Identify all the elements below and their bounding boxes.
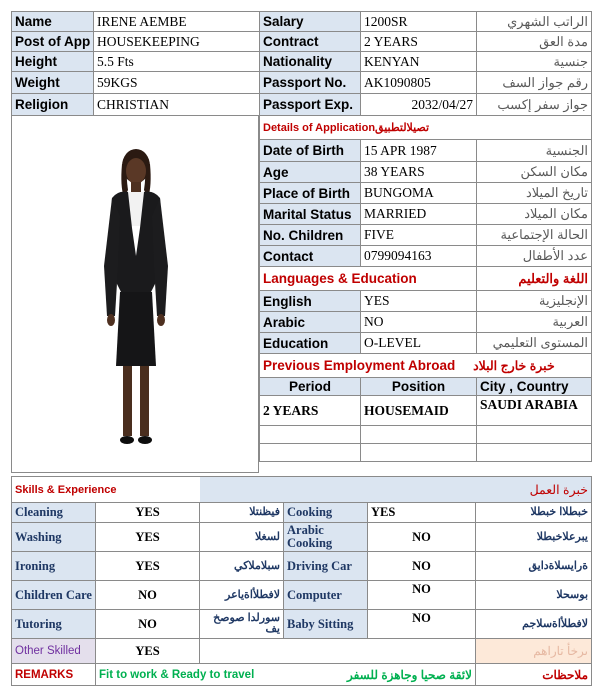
- passport-exp-label: Passport Exp.: [260, 94, 361, 116]
- passport-value: AK1090805: [361, 72, 477, 94]
- country-column-header: City , Country: [477, 378, 592, 396]
- period-cell: 2 YEARS: [260, 396, 361, 426]
- table-row: [260, 396, 592, 426]
- period-cell: [260, 426, 361, 444]
- computer-value: NO: [368, 581, 476, 610]
- post-value: HOUSEKEEPING: [94, 32, 260, 52]
- computer-label-ar: بوسحلا: [476, 581, 592, 610]
- marital-label: Marital Status: [260, 204, 361, 225]
- weight-value: 59KGS: [94, 72, 260, 94]
- children-label-ar: الحالة الإجتماعية: [477, 225, 592, 246]
- education-label-ar: المستوى التعليمي: [477, 333, 592, 354]
- birthplace-label-ar: تاريخ الميلاد: [477, 183, 592, 204]
- children-value: FIVE: [361, 225, 477, 246]
- tutoring-value: NO: [96, 610, 200, 639]
- nationality-label-ar: جنسية: [477, 52, 592, 72]
- salary-value: 1200SR: [361, 12, 477, 32]
- cleaning-value: YES: [96, 503, 200, 523]
- passport-exp-label-ar: جواز سفر إكسب: [477, 94, 592, 116]
- remarks-value-ar: لائقة صحيا وجاهزة للسفر: [284, 664, 476, 686]
- position-cell: [361, 444, 477, 462]
- cleaning-label-ar: فيظنتلا: [200, 503, 284, 523]
- driving-value: NO: [368, 552, 476, 581]
- period-cell: [260, 444, 361, 462]
- marital-label-ar: مكان الميلاد: [477, 204, 592, 225]
- ironing-label: Ironing: [12, 552, 96, 581]
- table-row: [12, 610, 592, 639]
- tutoring-label: Tutoring: [12, 610, 96, 639]
- height-label: Height: [12, 52, 94, 72]
- table-row: [12, 503, 592, 523]
- cooking-label-ar: خبطلاا خبطلا: [476, 503, 592, 523]
- country-cell: [477, 444, 592, 462]
- remarks-value: Fit to work & Ready to travel: [96, 664, 284, 686]
- previous-section-title: Previous Employment Abroad: [263, 358, 456, 373]
- computer-label: Computer: [284, 581, 368, 610]
- other-skilled-blank: [200, 639, 476, 664]
- baby-sitting-label: Baby Sitting: [284, 610, 368, 639]
- education-label: Education: [260, 333, 361, 354]
- arabic-cooking-value: NO: [368, 523, 476, 552]
- application-section-title: Details of Application: [263, 122, 376, 134]
- dob-label-ar: الجنسية: [477, 140, 592, 162]
- languages-section-title-ar: اللغة والتعليم: [477, 267, 592, 291]
- english-label-ar: الإنجليزية: [477, 291, 592, 312]
- skills-section-title: Skills & Experience: [12, 477, 200, 503]
- driving-label-ar: ةرايسلاةدايق: [476, 552, 592, 581]
- table-row: [260, 444, 592, 462]
- contract-label-ar: مدة العق: [477, 32, 592, 52]
- name-label: Name: [12, 12, 94, 32]
- other-skilled-label-ar: ىرخأ تاراهم: [476, 639, 592, 664]
- arabic-label-ar: العربية: [477, 312, 592, 333]
- religion-value: CHRISTIAN: [94, 94, 260, 116]
- passport-exp-value: 2032/04/27: [361, 94, 477, 116]
- weight-label: Weight: [12, 72, 94, 94]
- washing-label: Washing: [12, 523, 96, 552]
- ironing-label-ar: سبلاملاكي: [200, 552, 284, 581]
- salary-label: Salary: [260, 12, 361, 32]
- application-section-title-ar: تصيلالتطبيق: [375, 122, 430, 134]
- age-label: Age: [260, 162, 361, 183]
- passport-label-ar: رقم جواز السف: [477, 72, 592, 94]
- cooking-value: YES: [368, 503, 476, 523]
- skills-table: [11, 476, 592, 686]
- application-section-header: [260, 116, 592, 140]
- arabic-label: Arabic: [260, 312, 361, 333]
- name-value: IRENE AEMBE: [94, 12, 260, 32]
- english-label: English: [260, 291, 361, 312]
- languages-section-title: Languages & Education: [260, 267, 477, 291]
- english-value: YES: [361, 291, 477, 312]
- period-column-header: Period: [260, 378, 361, 396]
- cooking-label: Cooking: [284, 503, 368, 523]
- applicant-photo: [12, 116, 260, 474]
- age-label-ar: مكان السكن: [477, 162, 592, 183]
- table-row: [12, 552, 592, 581]
- country-cell: [477, 426, 592, 444]
- position-cell: [361, 426, 477, 444]
- age-value: 38 YEARS: [361, 162, 477, 183]
- arabic-cooking-label: Arabic Cooking: [284, 523, 368, 552]
- dob-value: 15 APR 1987: [361, 140, 477, 162]
- tutoring-label-ar: سورلدا صوصخ يف: [200, 610, 284, 639]
- children-care-label-ar: لافطلأاةياعر: [200, 581, 284, 610]
- other-skilled-label: Other Skilled: [12, 639, 96, 664]
- applicant-photo-frame: [11, 115, 259, 473]
- baby-sitting-value: NO: [368, 610, 476, 639]
- nationality-value: KENYAN: [361, 52, 477, 72]
- skills-section-title-ar: خبرة العمل: [200, 477, 592, 503]
- ironing-value: YES: [96, 552, 200, 581]
- remarks-label-ar: ملاحظات: [476, 664, 592, 686]
- salary-label-ar: الراتب الشهري: [477, 12, 592, 32]
- cleaning-label: Cleaning: [12, 503, 96, 523]
- baby-sitting-label-ar: لافطلأاةسلاجم: [476, 610, 592, 639]
- height-value: 5.5 Fts: [94, 52, 260, 72]
- contact-label: Contact: [260, 246, 361, 267]
- education-value: O-LEVEL: [361, 333, 477, 354]
- table-row: [260, 426, 592, 444]
- application-details-table: [259, 115, 592, 462]
- religion-label: Religion: [12, 94, 94, 116]
- passport-label: Passport No.: [260, 72, 361, 94]
- previous-section-title-ar: خبرة خارج البلاد: [473, 359, 555, 373]
- birthplace-label: Place of Birth: [260, 183, 361, 204]
- table-row: [12, 523, 592, 552]
- contact-value: 0799094163: [361, 246, 477, 267]
- contract-value: 2 YEARS: [361, 32, 477, 52]
- position-cell: HOUSEMAID: [361, 396, 477, 426]
- previous-section-header: [260, 354, 592, 378]
- personal-details-table: [11, 11, 592, 116]
- contact-label-ar: عدد الأطفال: [477, 246, 592, 267]
- post-label: Post of App: [12, 32, 94, 52]
- birthplace-value: BUNGOMA: [361, 183, 477, 204]
- children-label: No. Children: [260, 225, 361, 246]
- contract-label: Contract: [260, 32, 361, 52]
- children-care-value: NO: [96, 581, 200, 610]
- remarks-label: REMARKS: [12, 664, 96, 686]
- country-cell: SAUDI ARABIA: [477, 396, 592, 426]
- marital-value: MARRIED: [361, 204, 477, 225]
- position-column-header: Position: [361, 378, 477, 396]
- arabic-value: NO: [361, 312, 477, 333]
- washing-label-ar: لسغلا: [200, 523, 284, 552]
- children-care-label: Children Care: [12, 581, 96, 610]
- table-row: [12, 581, 592, 610]
- driving-label: Driving Car: [284, 552, 368, 581]
- washing-value: YES: [96, 523, 200, 552]
- nationality-label: Nationality: [260, 52, 361, 72]
- arabic-cooking-label-ar: يبرعلاخبطلا: [476, 523, 592, 552]
- dob-label: Date of Birth: [260, 140, 361, 162]
- other-skilled-value: YES: [96, 639, 200, 664]
